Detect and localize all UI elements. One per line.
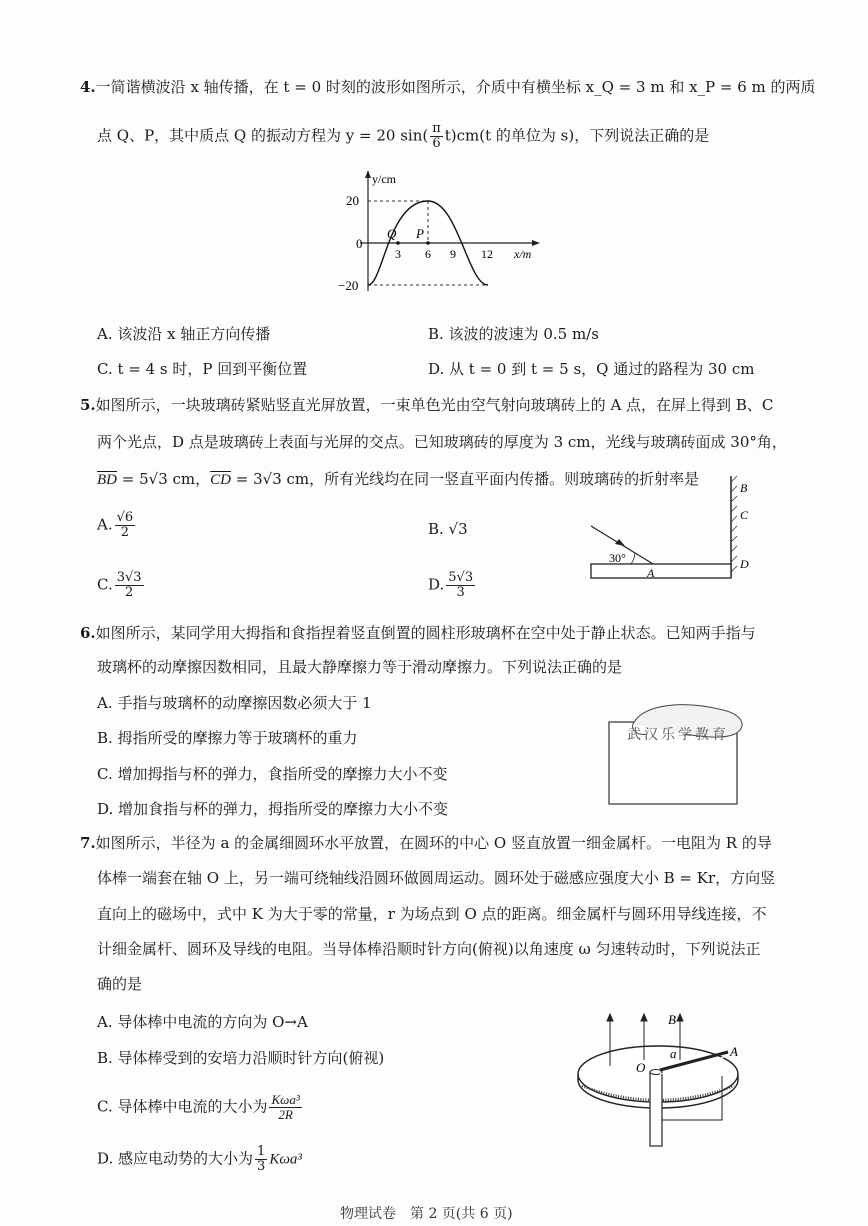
q5-opt-c-label: C. bbox=[97, 575, 113, 594]
q7-opt-d-tail: Kωa³ bbox=[269, 1151, 302, 1168]
q7-opt-c-frac bbox=[269, 1093, 301, 1122]
q4-stem2a: 点 Q、P，其中质点 Q 的振动方程为 y = 20 sin( bbox=[97, 126, 429, 145]
q4-frac-den: 6 bbox=[432, 136, 441, 151]
q7-ring-figure bbox=[572, 1010, 752, 1150]
q4-tick-0: 0 bbox=[356, 236, 363, 251]
q4-option-c[interactable]: C. t = 4 s 时，P 回到平衡位置 bbox=[97, 360, 308, 378]
q5-opt-d-den: 3 bbox=[456, 585, 465, 600]
q5-option-b[interactable]: B. √3 bbox=[428, 520, 468, 538]
q7-stem2: 体棒一端套在轴 O 上，另一端可绕轴线沿圆环做圆周运动。圆环处于磁感应强度大小 B = Kr，方向竖 bbox=[97, 869, 776, 887]
q4-tick-20: 20 bbox=[346, 193, 359, 208]
q5-option-c[interactable] bbox=[97, 571, 146, 600]
q5-glass-figure bbox=[585, 474, 765, 584]
q6-option-c[interactable]: C. 增加拇指与杯的弹力，食指所受的摩擦力大小不变 bbox=[97, 765, 448, 783]
q7-label-a-end: A bbox=[730, 1044, 738, 1059]
q7-stem-line1 bbox=[80, 832, 772, 854]
q5-bd: $\overline{BD}$ bbox=[97, 472, 117, 488]
q4-stem1: 一简谐横波沿 x 轴传播，在 t = 0 时刻的波形如图所示，介质中有横坐标 x_Q = 3 m 和 x_P = 6 m 的两质 bbox=[95, 78, 816, 96]
q7-stem1: 如图所示，半径为 a 的金属细圆环水平放置，在圆环的中心 O 竖直放置一细金属杆。一电阻为 R 的导 bbox=[95, 834, 772, 852]
q6-number: 6. bbox=[80, 624, 96, 642]
q7-opt-d-den: 3 bbox=[257, 1159, 266, 1174]
q7-stem5: 确的是 bbox=[97, 975, 143, 993]
q5-label-a: A bbox=[647, 566, 655, 580]
q4-option-a[interactable]: A. 该波沿 x 轴正方向传播 bbox=[97, 325, 271, 343]
q4-tick-3: 3 bbox=[395, 247, 401, 261]
q7-stem3: 直向上的磁场中，式中 K 为大于零的常量，r 为场点到 O 点的距离。细金属杆与圆环用导线连接，不 bbox=[97, 905, 767, 923]
q4-tick-6: 6 bbox=[425, 247, 431, 261]
q4-stem2b: t)cm(t 的单位为 s)，下列说法正确的是 bbox=[444, 126, 710, 145]
q6-watermark: 武汉乐学教育 bbox=[627, 727, 729, 743]
q4-frac-num: π bbox=[432, 121, 441, 136]
q7-option-c[interactable] bbox=[97, 1093, 304, 1122]
q7-label-o: O bbox=[636, 1060, 646, 1075]
q7-metal-rod bbox=[650, 1072, 662, 1146]
q4-point-q bbox=[396, 241, 400, 245]
q4-pi-over-6 bbox=[430, 122, 443, 151]
q4-tick-neg20: −20 bbox=[338, 278, 359, 293]
q4-stem-line1 bbox=[80, 76, 816, 98]
q5-label-d: D bbox=[740, 557, 749, 571]
q6-option-b[interactable]: B. 拇指所受的摩擦力等于玻璃杯的重力 bbox=[97, 729, 358, 747]
q6-option-d[interactable]: D. 增加食指与杯的弹力，拇指所受的摩擦力大小不变 bbox=[97, 800, 449, 818]
q4-label-q: Q bbox=[387, 226, 397, 241]
q4-label-p: P bbox=[416, 226, 424, 241]
q6-stem2: 玻璃杯的动摩擦因数相同，且最大静摩擦力等于滑动摩擦力。下列说法正确的是 bbox=[97, 658, 623, 676]
q4-wave-graph bbox=[330, 166, 550, 296]
q5-option-a[interactable] bbox=[97, 511, 137, 540]
q6-option-a[interactable]: A. 手指与玻璃杯的动摩擦因数必须大于 1 bbox=[97, 694, 372, 712]
page-footer: 物理试卷 第 2 页(共 6 页) bbox=[340, 1206, 513, 1222]
q5-opt-a-frac bbox=[115, 511, 136, 540]
q5-angle-label: 30° bbox=[609, 551, 626, 565]
q4-tick-9: 9 bbox=[450, 247, 456, 261]
q5-opt-a-den: 2 bbox=[120, 525, 130, 540]
q6-stem1: 如图所示，某同学用大拇指和食指捏着竖直倒置的圆柱形玻璃杯在空中处于静止状态。已知两手指与 bbox=[95, 624, 756, 642]
q7-opt-d-label: D. 感应电动势的大小为 bbox=[97, 1149, 254, 1168]
q7-opt-d-num: 1 bbox=[257, 1144, 266, 1159]
q5-stem2: 两个光点，D 点是玻璃砖上表面与光屏的交点。已知玻璃砖的厚度为 3 cm，光线与玻璃砖面成 30°角， bbox=[97, 433, 787, 451]
q5-number: 5. bbox=[80, 396, 96, 414]
q5-opt-d-frac bbox=[446, 571, 475, 600]
q7-option-b[interactable]: B. 导体棒受到的安培力沿顺时针方向(俯视) bbox=[97, 1049, 385, 1067]
q5-stem3a: = 5√3 cm， bbox=[117, 470, 211, 488]
q4-ylabel: y/cm bbox=[372, 172, 396, 186]
q5-stem1: 如图所示，一块玻璃砖紧贴竖直光屏放置，一束单色光由空气射向玻璃砖上的 A 点，在屏上得到 B、C bbox=[95, 396, 774, 414]
q5-opt-c-num: 3√3 bbox=[116, 570, 142, 585]
q7-option-a[interactable]: A. 导体棒中电流的方向为 O→A bbox=[97, 1013, 308, 1031]
q7-opt-c-label: C. 导体棒中电流的大小为 bbox=[97, 1097, 268, 1116]
q5-option-d[interactable] bbox=[428, 571, 477, 600]
q4-option-b[interactable]: B. 该波的波速为 0.5 m/s bbox=[428, 325, 599, 343]
q5-angle-arc bbox=[631, 553, 635, 564]
q4-xlabel: x/m bbox=[514, 247, 532, 261]
q5-opt-c-den: 2 bbox=[124, 585, 134, 600]
q5-ray-arrow bbox=[615, 539, 625, 546]
q5-label-c: C bbox=[740, 508, 749, 522]
q5-stem-line1 bbox=[80, 394, 773, 416]
q5-opt-a-label: A. bbox=[97, 515, 113, 534]
q5-cd: $\overline{CD}$ bbox=[210, 472, 231, 488]
q5-screen-hatch bbox=[731, 476, 737, 572]
q7-opt-c-den: 2R bbox=[278, 1107, 293, 1122]
q4-point-p bbox=[426, 241, 430, 245]
q7-option-d[interactable] bbox=[97, 1145, 302, 1174]
q5-stem3b: = 3√3 cm，所有光线均在同一竖直平面内传播。则玻璃砖的折射率是 bbox=[231, 470, 700, 488]
q4-number: 4. bbox=[80, 78, 96, 96]
q5-label-b: B bbox=[740, 481, 748, 495]
q5-opt-a-num: √6 bbox=[116, 510, 134, 525]
q6-glass-cup-figure bbox=[603, 700, 753, 805]
q4-option-d[interactable]: D. 从 t = 0 到 t = 5 s，Q 通过的路程为 30 cm bbox=[428, 360, 755, 378]
q4-tick-12: 12 bbox=[481, 247, 493, 261]
q5-glass-brick bbox=[591, 564, 731, 578]
q7-opt-d-frac bbox=[255, 1145, 267, 1174]
q4-y-arrow bbox=[365, 170, 371, 178]
q7-number: 7. bbox=[80, 834, 96, 852]
q7-stem4: 计细金属杆、圆环及导线的电阻。当导体棒沿顺时针方向(俯视)以角速度 ω 匀速转动时，下列说法正 bbox=[97, 940, 761, 958]
q5-opt-d-label: D. bbox=[428, 575, 445, 594]
q7-label-b: B bbox=[668, 1012, 676, 1027]
q4-stem-line2 bbox=[97, 122, 709, 151]
q5-opt-c-frac bbox=[115, 571, 144, 600]
q6-stem-line1 bbox=[80, 622, 756, 644]
q5-opt-d-num: 5√3 bbox=[448, 570, 474, 585]
q7-label-a-radius: a bbox=[670, 1046, 677, 1061]
q7-opt-c-num: Kωa³ bbox=[271, 1092, 300, 1107]
q4-x-arrow bbox=[532, 240, 540, 246]
